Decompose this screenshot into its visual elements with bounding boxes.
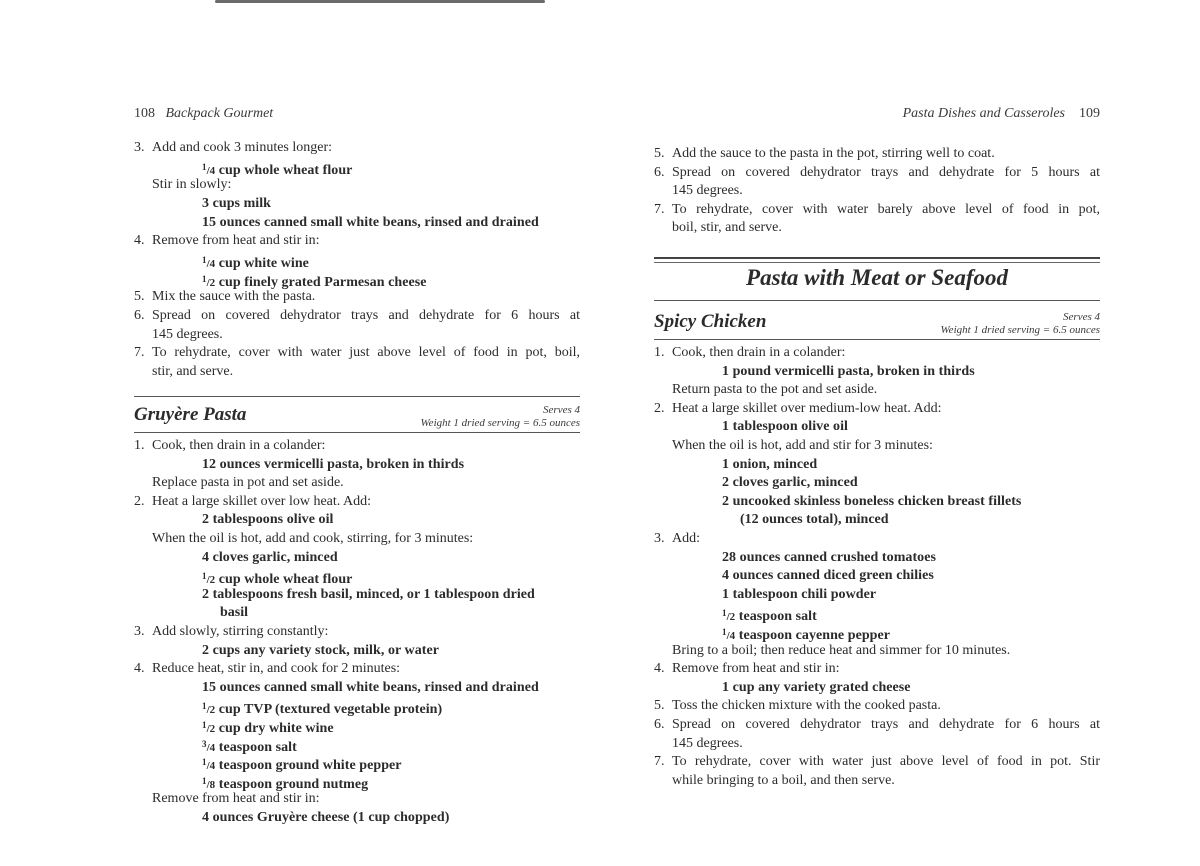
line-text: 2 uncooked skinless boneless chicken breast fillets: [722, 493, 1022, 509]
line-text: Cook, then drain in a colander:: [152, 438, 326, 453]
ingredient-line: [740, 511, 1100, 529]
ingredient-line: [202, 567, 580, 588]
step-line: [654, 400, 1100, 418]
fraction: $^1$/2: [202, 571, 216, 587]
fraction: $^1$/2: [202, 273, 216, 289]
step-number: 1.: [654, 345, 665, 360]
step-line: [654, 697, 1100, 715]
line-text: Heat a large skillet over low heat. Add:: [152, 493, 372, 509]
step-line: [654, 145, 1100, 163]
ingredient-line: [202, 809, 580, 827]
step-line: [134, 660, 580, 678]
weight-label: Weight 1 dried serving = 6.5 ounces: [940, 324, 1100, 336]
line-text: 2 tablespoons olive oil: [202, 512, 334, 528]
line-text: Return pasta to the pot and set aside.: [672, 382, 878, 398]
step-number: 4.: [134, 661, 145, 677]
line-text: Add and cook 3 minutes longer:: [152, 140, 333, 155]
instruction-line: [672, 642, 1100, 660]
line-text: To rehydrate, cover with water just above level of food in pot. Stir: [672, 754, 1100, 770]
running-title: Backpack Gourmet: [165, 106, 274, 121]
ingredient-line: [202, 753, 580, 774]
recipe-title: Gruyère Pasta: [134, 404, 247, 425]
ingredient-line: [202, 772, 580, 790]
line-text: stir, and serve.: [152, 363, 234, 379]
line-text: while bringing to a boil, and then serve.: [672, 772, 895, 788]
ingredient-line: [202, 735, 580, 753]
step-number: 2.: [654, 400, 665, 416]
step-number: 5.: [654, 146, 665, 161]
page-number: 108: [134, 106, 155, 121]
ingredient-line: [202, 586, 580, 604]
serves-label: Serves 4: [1063, 311, 1100, 323]
ingredient-line: [202, 697, 580, 718]
step-line: [654, 201, 1100, 219]
step-number: 5.: [134, 289, 145, 305]
instruction-line: [672, 182, 1100, 200]
line-text: teaspoon cayenne pepper: [738, 628, 891, 643]
left-running-head: [134, 106, 580, 122]
line-text: cup white wine: [218, 255, 309, 271]
step-line: [134, 344, 580, 362]
step-line: [134, 493, 580, 511]
line-text: 12 ounces vermicelli pasta, broken in thirds: [202, 456, 465, 472]
line-text: Replace pasta in pot and set aside.: [152, 475, 344, 491]
fraction: $^1$/2: [202, 720, 216, 735]
fraction: $^1$/2: [722, 608, 736, 624]
step-number: 6.: [654, 164, 665, 180]
ingredient-line: [202, 679, 580, 697]
line-text: cup dry white wine: [218, 721, 334, 736]
ingredient-line: [220, 604, 580, 622]
step-number: 7.: [654, 754, 665, 770]
line-text: Add:: [672, 531, 700, 546]
line-text: teaspoon salt: [738, 609, 817, 625]
fraction: $^1$/4: [202, 254, 216, 270]
line-text: Remove from heat and stir in:: [152, 791, 320, 807]
line-text: Spread on covered dehydrator trays and dehydrate for 6 hours at: [152, 307, 580, 323]
step-line: [134, 307, 580, 325]
line-text: 4 ounces canned diced green chilies: [722, 568, 934, 584]
step-number: 5.: [654, 698, 665, 714]
line-text: 145 degrees.: [672, 183, 743, 199]
fraction: $^1$/4: [202, 757, 216, 773]
ingredient-line: [722, 456, 1100, 474]
step-line: [654, 164, 1100, 182]
ingredient-line: [202, 158, 580, 176]
line-text: Spread on covered dehydrator trays and dehydrate for 5 hours at: [672, 164, 1100, 180]
right-running-head: [654, 106, 1100, 122]
step-line: [654, 660, 1100, 678]
recipe-serves-block: [941, 311, 1100, 337]
line-text: Reduce heat, stir in, and cook for 2 minutes:: [152, 661, 401, 677]
ingredient-line: [722, 567, 1100, 585]
ingredient-line: [202, 716, 580, 734]
line-text: Add slowly, stirring constantly:: [152, 624, 329, 639]
recipe-rule: [134, 396, 580, 397]
line-text: Remove from heat and stir in:: [152, 233, 320, 249]
line-text: Mix the sauce with the pasta.: [152, 289, 316, 305]
line-text: Remove from heat and stir in:: [672, 661, 840, 677]
line-text: basil: [220, 605, 249, 621]
line-text: 2 cups any variety stock, milk, or water: [202, 642, 439, 658]
fraction: $^1$/2: [202, 701, 216, 717]
top-edge-line: [215, 0, 545, 3]
line-text: 1 cup any variety grated cheese: [722, 679, 911, 695]
serves-label: Serves 4: [543, 404, 580, 416]
weight-label: Weight 1 dried serving = 6.5 ounces: [420, 417, 580, 429]
step-number: 3.: [654, 531, 665, 546]
ingredient-line: [722, 493, 1100, 511]
step-number: 6.: [654, 717, 665, 732]
ingredient-line: [722, 586, 1100, 604]
line-text: Bring to a boil; then reduce heat and simmer for 10 minutes.: [672, 642, 1011, 658]
step-number: 4.: [134, 233, 145, 249]
line-text: boil, stir, and serve.: [672, 220, 782, 236]
section-title: Pasta with Meat or Seafood: [746, 265, 1008, 290]
line-text: To rehydrate, cover with water just above level of food in pot, boil,: [152, 345, 580, 361]
line-text: 145 degrees.: [152, 326, 223, 342]
page-number: 109: [1079, 106, 1100, 121]
line-text: To rehydrate, cover with water barely above level of food in pot,: [672, 201, 1100, 217]
instruction-line: [672, 437, 1100, 455]
step-number: 1.: [134, 438, 145, 453]
instruction-line: [152, 530, 580, 548]
line-text: 15 ounces canned small white beans, rinsed and drained: [202, 214, 539, 230]
step-line: [654, 716, 1100, 734]
fraction: $^3$/4: [202, 738, 216, 754]
running-title: Pasta Dishes and Casseroles: [902, 106, 1065, 121]
ingredient-line: [202, 642, 580, 660]
line-text: 4 cloves garlic, minced: [202, 549, 338, 565]
instruction-line: [672, 735, 1100, 753]
section-rule-top: [654, 257, 1100, 263]
fraction: $^1$/8: [202, 775, 216, 791]
step-line: [654, 753, 1100, 771]
ingredient-line: [202, 251, 580, 269]
line-text: Add the sauce to the pasta in the pot, stirring well to coat.: [672, 146, 995, 161]
ingredient-line: [722, 623, 1100, 641]
recipe-title-underline: [654, 339, 1100, 340]
instruction-line: [672, 381, 1100, 399]
ingredient-line: [202, 456, 580, 474]
step-line: [654, 530, 1100, 548]
line-text: 2 cloves garlic, minced: [722, 475, 858, 491]
ingredient-line: [722, 418, 1100, 436]
step-number: 3.: [134, 624, 145, 639]
line-text: 28 ounces canned crushed tomatoes: [722, 549, 936, 565]
line-text: teaspoon ground white pepper: [218, 758, 402, 774]
line-text: 1 tablespoon olive oil: [722, 419, 848, 435]
step-line: [134, 139, 580, 157]
line-text: 1 tablespoon chili powder: [722, 586, 877, 602]
instruction-line: [152, 474, 580, 492]
line-text: teaspoon salt: [218, 739, 297, 755]
fraction: $^1$/4: [202, 161, 216, 177]
line-text: cup whole wheat flour: [218, 572, 353, 588]
section-rule-bottom: [654, 300, 1100, 301]
instruction-line: [152, 363, 580, 381]
step-line: [654, 344, 1100, 362]
line-text: When the oil is hot, add and stir for 3 minutes:: [672, 438, 933, 453]
line-text: 1 onion, minced: [722, 456, 818, 472]
line-text: Stir in slowly:: [152, 177, 232, 193]
step-line: [134, 437, 580, 455]
line-text: 15 ounces canned small white beans, rinsed and drained: [202, 679, 539, 695]
line-text: cup finely grated Parmesan cheese: [218, 274, 427, 290]
line-text: teaspoon ground nutmeg: [218, 776, 369, 792]
ingredient-line: [722, 604, 1100, 625]
step-number: 3.: [134, 140, 145, 155]
line-text: cup whole wheat flour: [218, 162, 353, 178]
step-number: 4.: [654, 661, 665, 677]
instruction-line: [672, 219, 1100, 237]
line-text: Spread on covered dehydrator trays and dehydrate for 6 hours at: [672, 717, 1100, 732]
line-text: Cook, then drain in a colander:: [672, 345, 846, 360]
ingredient-line: [722, 474, 1100, 492]
line-text: 145 degrees.: [672, 735, 743, 751]
instruction-line: [152, 790, 580, 808]
recipe-title-underline: [134, 432, 580, 433]
recipe-title: Spicy Chicken: [654, 311, 767, 332]
ingredient-line: [202, 214, 580, 232]
step-line: [134, 232, 580, 250]
step-number: 7.: [134, 345, 145, 361]
line-text: When the oil is hot, add and cook, stirring, for 3 minutes:: [152, 531, 474, 546]
ingredient-line: [202, 270, 580, 288]
line-text: (12 ounces total), minced: [740, 512, 889, 528]
line-text: 2 tablespoons fresh basil, minced, or 1 tablespoon dried: [202, 586, 535, 602]
ingredient-line: [202, 511, 580, 529]
ingredient-line: [722, 363, 1100, 381]
line-text: Heat a large skillet over medium-low heat. Add:: [672, 400, 942, 416]
step-number: 6.: [134, 307, 145, 323]
step-line: [134, 288, 580, 306]
instruction-line: [152, 176, 580, 194]
step-line: [134, 623, 580, 641]
line-text: Toss the chicken mixture with the cooked pasta.: [672, 698, 941, 714]
line-text: 4 ounces Gruyère cheese (1 cup chopped): [202, 810, 450, 825]
instruction-line: [672, 772, 1100, 790]
fraction: $^1$/4: [722, 627, 736, 642]
ingredient-line: [202, 549, 580, 567]
instruction-line: [152, 326, 580, 344]
ingredient-line: [722, 679, 1100, 697]
recipe-serves-block: [421, 404, 580, 430]
line-text: 1 pound vermicelli pasta, broken in thirds: [722, 363, 975, 379]
line-text: 3 cups milk: [202, 195, 272, 211]
line-text: cup TVP (textured vegetable protein): [218, 702, 443, 718]
step-number: 7.: [654, 201, 665, 217]
ingredient-line: [202, 195, 580, 213]
ingredient-line: [722, 549, 1100, 567]
step-number: 2.: [134, 493, 145, 509]
